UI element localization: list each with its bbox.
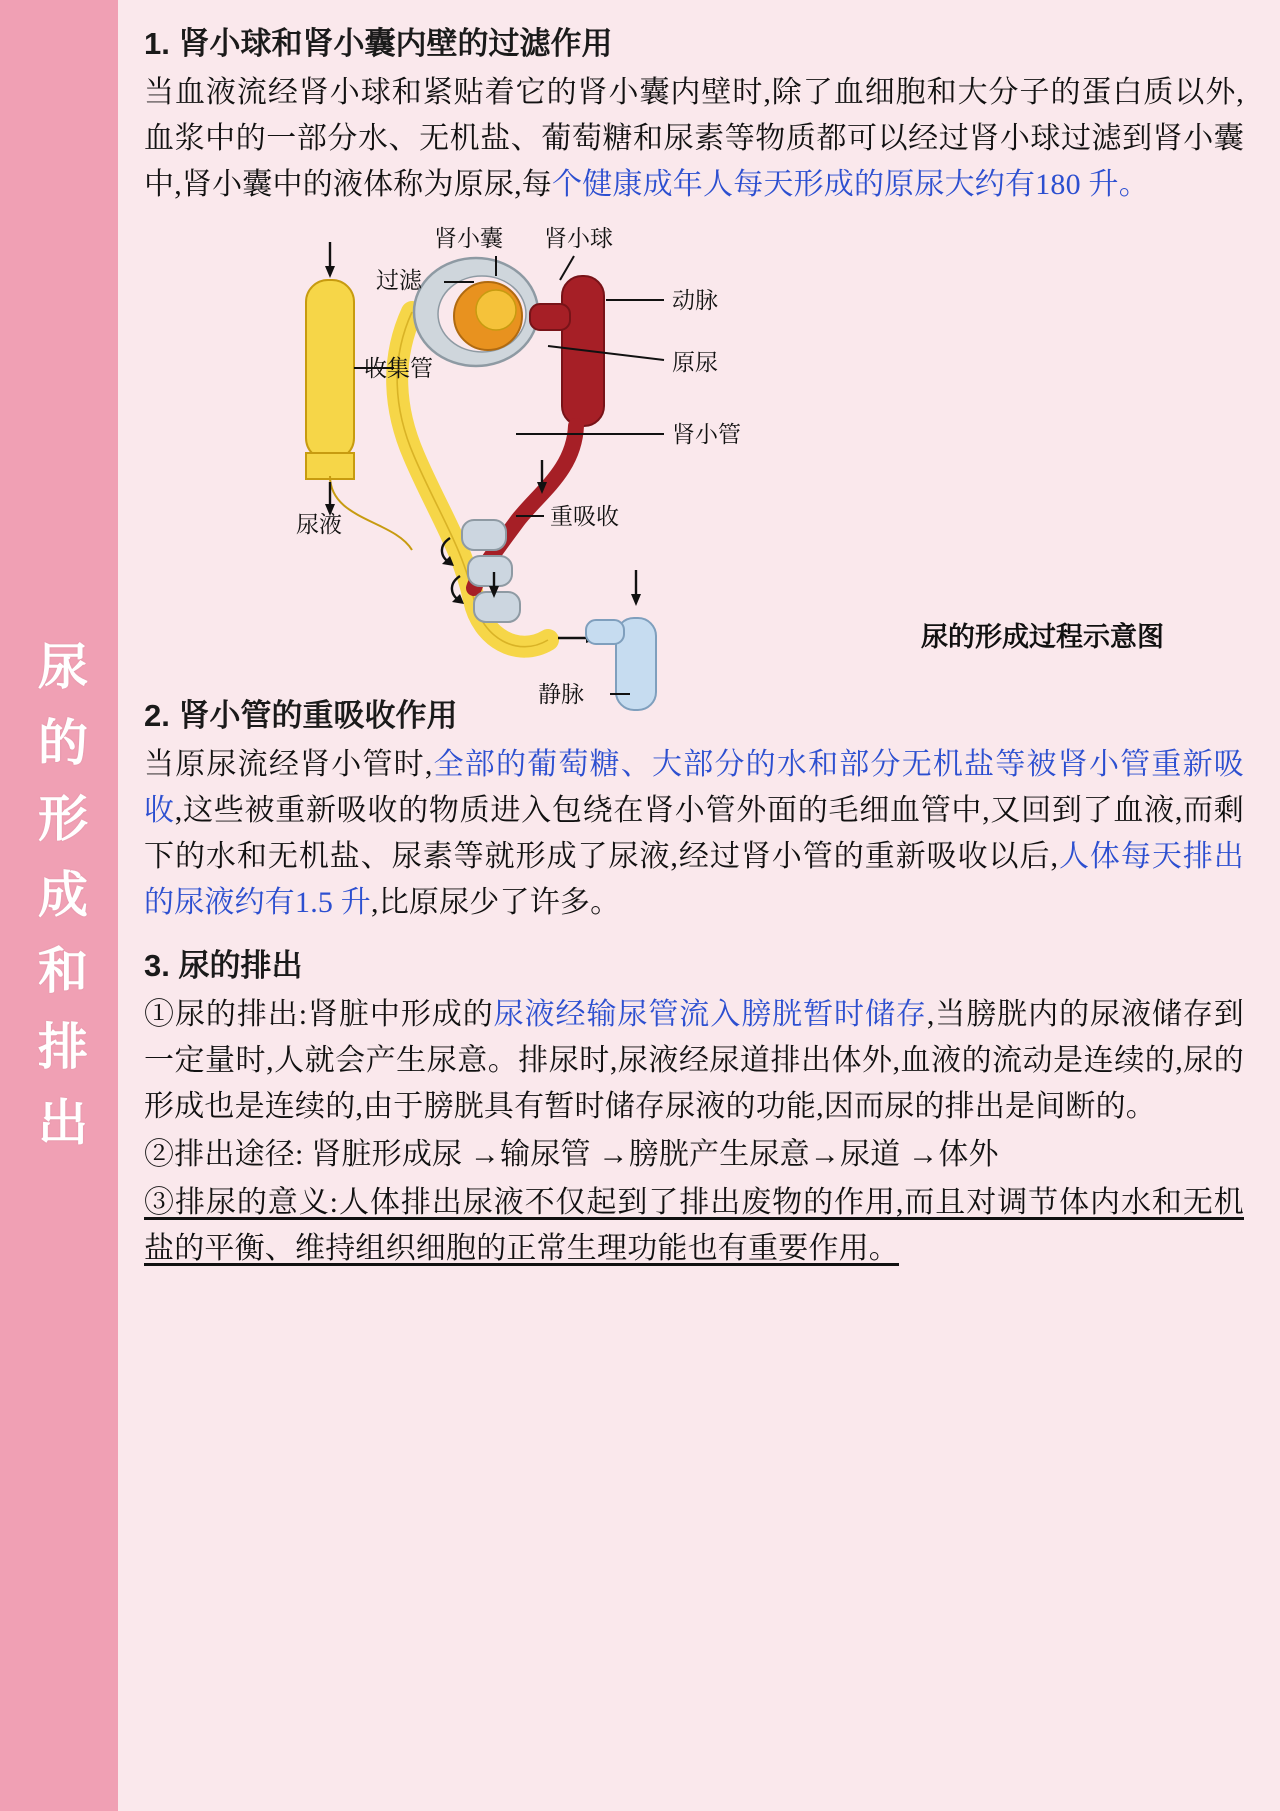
label-tubule: 肾小管 [672, 420, 741, 447]
label-reabsorption: 重吸收 [550, 502, 619, 529]
section-2-heading: 2. 肾小管的重吸收作用 [144, 697, 458, 733]
flow-arrow-3 [631, 570, 641, 606]
content-column [118, 0, 1280, 1811]
section-2-t5: ,比原尿少了许多。 [371, 885, 621, 919]
sidebar-title: 尿的形成和排出 [31, 639, 87, 1172]
section-1-heading: 1. 肾小球和肾小囊内壁的过滤作用 [144, 26, 613, 61]
inflow-arrow [325, 242, 335, 278]
label-vein: 静脉 [538, 680, 584, 707]
section-3 [144, 946, 1244, 1272]
section-1-text-blue: 个健康成年人每天形成的原尿大约有180 升。 [552, 168, 1149, 202]
section-2-body [144, 742, 1244, 926]
section-3-item1-blue: 尿液经输尿管流入膀胱暂时储存 [493, 998, 927, 1032]
label-primary-urine: 原尿 [672, 348, 718, 375]
section-1-body [144, 70, 1244, 208]
label-filtration: 过滤 [376, 266, 422, 293]
section-1-text-black: 当血液流经肾小球和紧贴着它的肾小囊内壁时,除了血细胞和大分子的蛋白质以外,血浆中的一部分水、无机盐、葡萄糖和尿素等物质都可以经过肾小球过滤到肾小囊中,肾小囊中的液体称为原尿,每 [144, 76, 1244, 202]
label-artery: 动脉 [672, 286, 718, 313]
figure-caption: 尿的形成过程示意图 [921, 621, 1164, 652]
section-3-item-3: ③排尿的意义:人体排出尿液不仅起到了排出废物的作用,而且对调节体内水和无机盐的平衡、维持组织细胞的正常生理功能也有重要作用。 [144, 1185, 1244, 1265]
nephron-diagram [144, 220, 1244, 707]
label-urine: 尿液 [296, 510, 342, 537]
section-3-heading: 3. 尿的排出 [144, 947, 303, 983]
section-2-t1: 当原尿流经肾小管时, [144, 748, 433, 782]
section-3-item1-a: ①尿的排出:肾脏中形成的 [144, 998, 494, 1032]
section-2-t2: 全部的葡萄糖、大部分的水和部分无机盐等被肾小管重新吸收 [144, 748, 1244, 828]
section-3-item-1 [144, 992, 1244, 1130]
glomerulus-shape [454, 282, 522, 350]
label-glomerulus: 肾小球 [544, 224, 613, 251]
label-bowman: 肾小囊 [434, 224, 503, 251]
section-2-t4: 人体每天排出的尿液约有1.5 升 [144, 840, 1245, 919]
section-2-t3: ,这些被重新吸收的物质进入包绕在肾小管外面的毛细血管中,又回到了血液,而剩下的水和无机盐、尿素等就形成了尿液,经过肾小管的重新吸收以后, [144, 794, 1245, 874]
sidebar [0, 0, 118, 1811]
label-collecting-duct: 收集管 [364, 354, 433, 381]
section-3-item1-b: ,当膀胱内的尿液储存到一定量时,人就会产生尿意。排尿时,尿液经尿道排出体外,血液的流动是连续的,尿的形成也是连续的,由于膀胱具有暂时储存尿液的功能,因而尿的排出是间断的。 [144, 998, 1244, 1123]
section-3-item-2: ②排出途径: 肾脏形成尿 →输尿管 →膀胱产生尿意→尿道 →体外 [144, 1137, 999, 1171]
